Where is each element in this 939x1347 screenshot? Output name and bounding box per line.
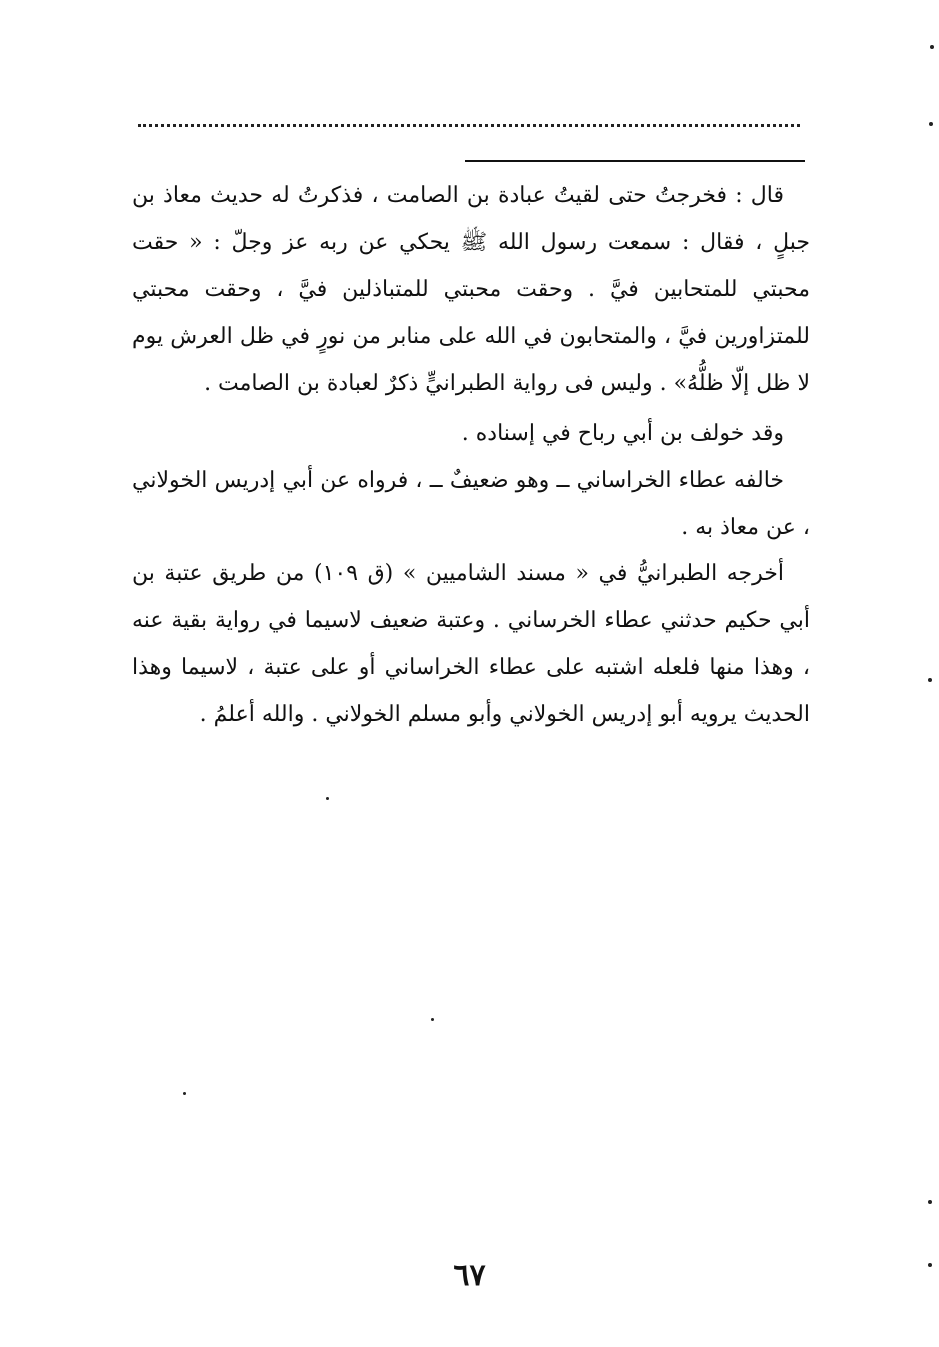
scan-speck	[928, 1263, 932, 1267]
page-number: ٦٧	[453, 1258, 486, 1293]
paragraph-3-text: أخرجه الطبرانيُّ في « مسند الشاميين » (ق ١٠٩) من طريق عتبة بن أبي حكيم حدثني عطاء الخرساني . وعتبة ضعيف لاسيما في رواية بقية عنه ، وهذا منها فلعله اشتبه على عطاء الخراساني أو على عتبة ، لاسيما وهذا الحديث يرويه أبو إدريس الخولاني وأبو مسلم الخولاني . والله أعلمُ .	[132, 561, 810, 727]
paragraph-1	[132, 172, 810, 407]
paragraph-2-line-2: خالفه عطاء الخراساني ــ وهو ضعيفٌ ــ ، فرواه عن أبي إدريس الخولاني ، عن معاذ به .	[132, 468, 810, 540]
scan-speck	[930, 45, 934, 49]
scan-speck	[326, 797, 329, 800]
scan-speck	[928, 1200, 932, 1204]
paragraph-3	[132, 550, 810, 738]
header-rule	[465, 160, 805, 162]
scan-speck	[183, 1092, 186, 1095]
scan-speck	[431, 1018, 434, 1021]
scan-speck	[928, 678, 932, 682]
paragraph-2-line-1: وقد خولف بن أبي رباح في إسناده .	[461, 421, 784, 446]
paragraph-2	[132, 410, 810, 551]
header-dotted-line	[138, 124, 800, 127]
scan-speck	[929, 122, 933, 126]
paragraph-1-text: قال : فخرجتُ حتى لقيتُ عبادة بن الصامت ، فذكرتُ له حديث معاذ بن جبلٍ ، فقال : سمعت رسول الله ﷺ يحكي عن ربه عز وجلّ : « حقت محبتي للمتحابين فيَّ . وحقت محبتي للمتباذلين فيَّ ، وحقت محبتي للمتزاورين فيَّ ، والمتحابون في الله على منابر من نورٍ في ظل العرش يوم لا ظل إلّا ظلُّهُ» . وليس فى رواية الطبرانيٍّ ذكرٌ لعبادة بن الصامت .	[132, 183, 810, 396]
